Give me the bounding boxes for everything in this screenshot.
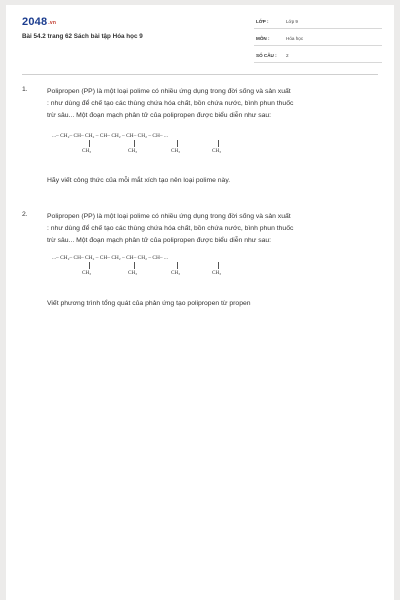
question-line: Polipropen (PP) là một loại polime có nhiều ứng dụng trong đời sống và sản xuất: [47, 88, 291, 95]
question-text: [47, 211, 382, 247]
methyl-group: CH₃: [128, 270, 138, 276]
polymer-main-chain: ...– CH₂– CH– CH₂ – CH– CH₂ – CH– CH₂ – CH– ...: [52, 133, 168, 139]
question-instruction: Viết phương trình tổng quát của phản ứng tạo polipropen từ propen: [47, 300, 251, 307]
chain-branch-bond: [177, 140, 178, 147]
chain-branch-bond: [134, 140, 135, 147]
question-line: trừ sâu... Một đoạn mạch phân tử của polipropen được biểu diễn như sau:: [47, 237, 272, 244]
chain-branch-bond: [218, 140, 219, 147]
document-meta: [254, 15, 382, 66]
chain-branch-bond: [89, 262, 90, 269]
question-line: trừ sâu... Một đoạn mạch phân tử của polipropen được biểu diễn như sau:: [47, 112, 272, 119]
methyl-group: CH₃: [171, 270, 181, 276]
methyl-group: CH₃: [128, 148, 138, 154]
meta-row-count: [254, 49, 382, 63]
header-divider: [22, 74, 378, 75]
chain-branch-bond: [89, 140, 90, 147]
meta-value-subject: Hóa học: [286, 36, 304, 41]
chain-branch-bond: [218, 262, 219, 269]
meta-row-subject: [254, 32, 382, 46]
brand-suffix: .vn: [48, 20, 57, 26]
polymer-chain-formula: [52, 133, 292, 163]
methyl-group: CH₃: [212, 148, 222, 154]
question-instruction: Hãy viết công thức của mỗi mắt xích tạo nên loại polime này.: [47, 177, 231, 184]
polymer-chain-formula: [52, 255, 292, 285]
methyl-group: CH₃: [82, 270, 92, 276]
question-line: : như dùng để chế tạo các thùng chứa hóa chất, bồn chứa nước, bình phun thuốc: [47, 225, 294, 232]
meta-row-class: [254, 15, 382, 29]
question-line: : như dùng để chế tạo các thùng chứa hóa chất, bồn chứa nước, bình phun thuốc: [47, 100, 294, 107]
question-number: 2.: [22, 211, 28, 218]
question-number: 1.: [22, 86, 28, 93]
document-header: [6, 5, 394, 77]
meta-key-class: LỚP :: [256, 19, 269, 24]
chain-branch-bond: [177, 262, 178, 269]
document-title: Bài 54.2 trang 62 Sách bài tập Hóa học 9: [22, 33, 143, 40]
methyl-group: CH₃: [82, 148, 92, 154]
meta-key-count: SỐ CÂU :: [256, 53, 277, 58]
meta-value-class: Lớp 9: [286, 19, 298, 24]
brand-name: 2048: [22, 16, 48, 28]
methyl-group: CH₃: [212, 270, 222, 276]
meta-key-subject: MÔN :: [256, 36, 270, 41]
polymer-main-chain: ...– CH₂– CH– CH₂ – CH– CH₂ – CH– CH₂ – CH– ...: [52, 255, 168, 261]
question-text: [47, 86, 382, 122]
methyl-group: CH₃: [171, 148, 181, 154]
brand-logo[interactable]: [22, 16, 56, 28]
document-page: [6, 5, 394, 600]
question-line: Polipropen (PP) là một loại polime có nhiều ứng dụng trong đời sống và sản xuất: [47, 213, 291, 220]
meta-value-count: 2: [286, 53, 289, 58]
chain-branch-bond: [134, 262, 135, 269]
